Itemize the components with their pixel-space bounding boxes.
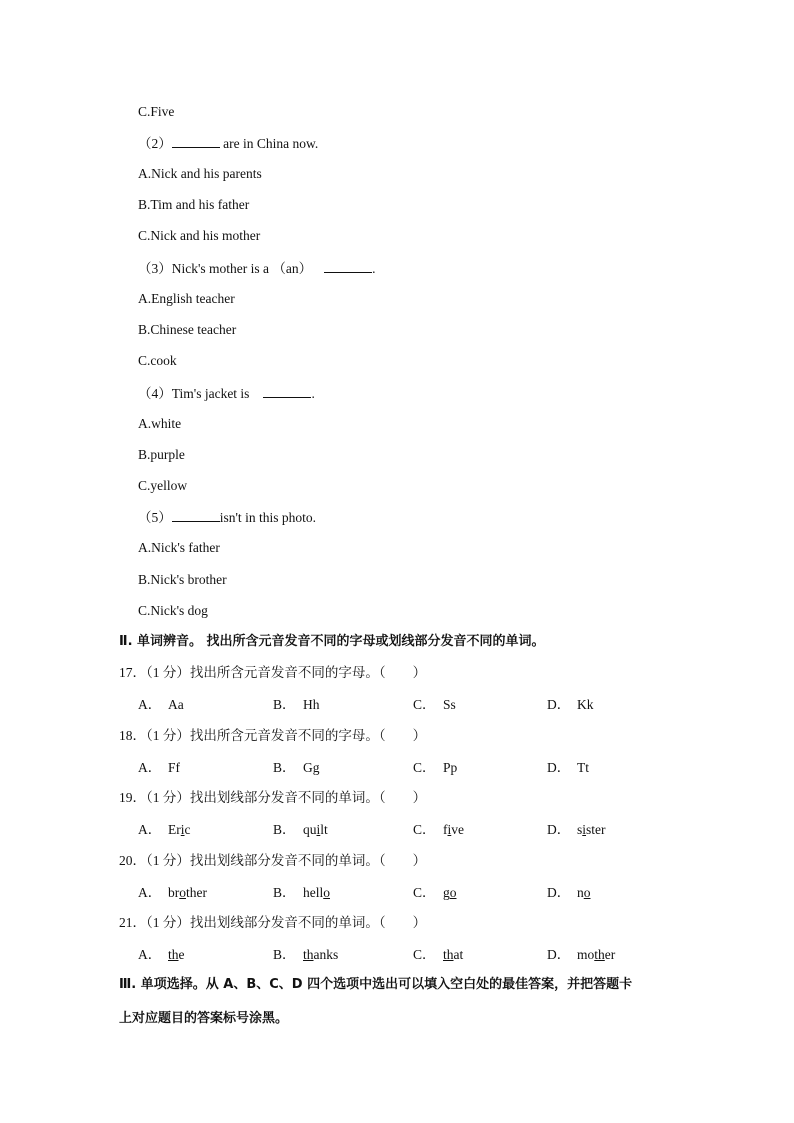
word-part: ther	[186, 885, 207, 900]
q5-option-b: B.Nick's brother	[138, 572, 227, 587]
q3-stem	[138, 260, 376, 277]
q4-option-a: A.white	[138, 416, 182, 431]
q5-option-a: A.Nick's father	[138, 540, 220, 555]
choice-letter: A．	[138, 697, 162, 712]
choice-word	[577, 697, 594, 712]
choice-word	[168, 822, 191, 837]
choice-letter: D．	[547, 697, 571, 712]
choice-word	[303, 697, 320, 712]
word-part: Er	[168, 822, 181, 837]
choice-word	[168, 885, 207, 900]
q3-text: （3）Nick's mother is a （an）	[138, 261, 313, 276]
answer-choice[interactable]	[138, 947, 185, 963]
answer-choice[interactable]	[547, 947, 615, 963]
choice-letter: C．	[413, 885, 436, 900]
answer-blank	[172, 135, 220, 148]
word-part: mo	[577, 947, 595, 962]
choice-letter: B．	[273, 697, 296, 712]
answer-blank	[324, 260, 372, 273]
question-stem: 17．（1 分）找出所含元音发音不同的字母。（ ）	[119, 665, 427, 680]
underlined-part: th	[168, 947, 179, 962]
choice-letter: D．	[547, 885, 571, 900]
word-part: lt	[320, 822, 328, 837]
word-part: ster	[586, 822, 606, 837]
choice-letter: C．	[413, 760, 436, 775]
choice-letter: A．	[138, 760, 162, 775]
section-3-heading-line-1: Ⅲ. 单项选择。从 A、B、C、D 四个选项中选出可以填入空白处的最佳答案，并把答题卡	[119, 977, 633, 992]
word-part: f	[443, 822, 448, 837]
q3-option-c: C.cook	[138, 353, 177, 368]
q2-number: （2）	[138, 136, 172, 151]
word-part: Ff	[168, 760, 181, 775]
answer-choice[interactable]	[273, 822, 328, 838]
answer-choice[interactable]	[273, 885, 330, 901]
word-part: s	[577, 822, 583, 837]
word-part: ve	[451, 822, 465, 837]
answer-choice[interactable]	[547, 822, 606, 838]
answer-choice[interactable]	[413, 885, 457, 901]
q4-option-b: B.purple	[138, 447, 185, 462]
choice-word	[303, 885, 330, 900]
word-part: Aa	[168, 697, 184, 712]
answer-choice[interactable]	[273, 947, 338, 963]
choice-word	[443, 885, 457, 900]
q4-option-c: C.yellow	[138, 478, 188, 493]
answer-choice[interactable]	[138, 760, 180, 776]
underlined-part: i	[180, 822, 185, 837]
word-part: Tt	[577, 760, 589, 775]
question-stem: 18．（1 分）找出所含元音发音不同的字母。（ ）	[119, 728, 427, 743]
choice-letter: C．	[413, 947, 436, 962]
choice-word	[577, 822, 606, 837]
answer-blank	[263, 385, 311, 398]
word-part: Ss	[443, 697, 456, 712]
word-part: hell	[303, 885, 324, 900]
word-part: Kk	[577, 697, 594, 712]
choice-letter: A．	[138, 822, 162, 837]
word-part: g	[443, 885, 450, 900]
word-part: qu	[303, 822, 317, 837]
choice-word	[577, 947, 615, 962]
q5-number: （5）	[138, 510, 172, 525]
choice-word	[168, 697, 184, 712]
word-part: er	[604, 947, 616, 962]
underlined-part: i	[447, 822, 452, 837]
q2-stem	[138, 135, 318, 152]
answer-choice[interactable]	[413, 760, 457, 776]
choice-word	[168, 760, 180, 775]
choice-word	[168, 947, 185, 962]
answer-choice[interactable]	[273, 760, 320, 776]
choice-letter: A．	[138, 885, 162, 900]
answer-choice[interactable]	[413, 947, 463, 963]
question-stem: 20．（1 分）找出划线部分发音不同的单词。（ ）	[119, 853, 427, 868]
question-stem: 21．（1 分）找出划线部分发音不同的单词。（ ）	[119, 915, 427, 930]
choice-letter: A．	[138, 947, 162, 962]
answer-blank	[172, 509, 220, 522]
underlined-part: o	[323, 885, 330, 900]
choice-word	[577, 885, 591, 900]
underlined-part: i	[582, 822, 587, 837]
choice-letter: C．	[413, 697, 436, 712]
q5-stem	[138, 509, 316, 526]
choice-letter: B．	[273, 947, 296, 962]
choice-word	[443, 697, 456, 712]
question-stem: 19．（1 分）找出划线部分发音不同的单词。（ ）	[119, 790, 427, 805]
word-part: n	[577, 885, 584, 900]
choice-word	[443, 822, 464, 837]
choice-letter: D．	[547, 822, 571, 837]
word-part: at	[453, 947, 464, 962]
q3-period: .	[372, 261, 376, 276]
q2-option-a: A.Nick and his parents	[138, 166, 262, 181]
answer-choice[interactable]	[138, 697, 184, 713]
choice-word	[443, 947, 463, 962]
choice-word	[303, 947, 338, 962]
answer-choice[interactable]	[138, 822, 191, 838]
choice-word	[303, 822, 328, 837]
choice-letter: B．	[273, 822, 296, 837]
word-part: c	[184, 822, 191, 837]
choice-letter: C．	[413, 822, 436, 837]
q3-option-b: B.Chinese teacher	[138, 322, 237, 337]
answer-choice[interactable]	[547, 697, 594, 713]
answer-choice[interactable]	[547, 760, 589, 776]
q1-option-c: C.Five	[138, 104, 175, 119]
underlined-part: th	[594, 947, 605, 962]
choice-word	[577, 760, 589, 775]
q4-period: .	[311, 386, 315, 401]
section-2-heading: Ⅱ. 单词辨音。 找出所含元音发音不同的字母或划线部分发音不同的单词。	[119, 634, 545, 649]
underlined-part: th	[443, 947, 454, 962]
answer-choice[interactable]	[547, 885, 591, 901]
choice-letter: B．	[273, 885, 296, 900]
q4-stem	[138, 385, 315, 402]
word-part: Hh	[303, 697, 320, 712]
word-part: anks	[313, 947, 339, 962]
q5-option-c: C.Nick's dog	[138, 603, 208, 618]
answer-choice[interactable]	[273, 697, 320, 713]
section-3-heading-line-2: 上对应题目的答案标号涂黑。	[119, 1011, 289, 1026]
word-part: Gg	[303, 760, 320, 775]
word-part: Pp	[443, 760, 458, 775]
q3-option-a: A.English teacher	[138, 291, 235, 306]
choice-letter: D．	[547, 947, 571, 962]
q2-option-b: B.Tim and his father	[138, 197, 250, 212]
choice-letter: B．	[273, 760, 296, 775]
answer-choice[interactable]	[138, 885, 207, 901]
word-part: e	[178, 947, 185, 962]
answer-choice[interactable]	[413, 697, 456, 713]
answer-choice[interactable]	[413, 822, 464, 838]
choice-word	[443, 760, 457, 775]
q5-text: isn't in this photo.	[219, 510, 316, 525]
underlined-part: o	[583, 885, 591, 900]
underlined-part: o	[449, 885, 457, 900]
underlined-part: th	[303, 947, 314, 962]
underlined-part: i	[316, 822, 321, 837]
choice-word	[303, 760, 320, 775]
choice-letter: D．	[547, 760, 571, 775]
q2-option-c: C.Nick and his mother	[138, 228, 261, 243]
underlined-part: o	[179, 885, 186, 900]
word-part: br	[168, 885, 180, 900]
q4-text: （4）Tim's jacket is	[138, 386, 250, 401]
q2-text: are in China now.	[219, 136, 319, 151]
